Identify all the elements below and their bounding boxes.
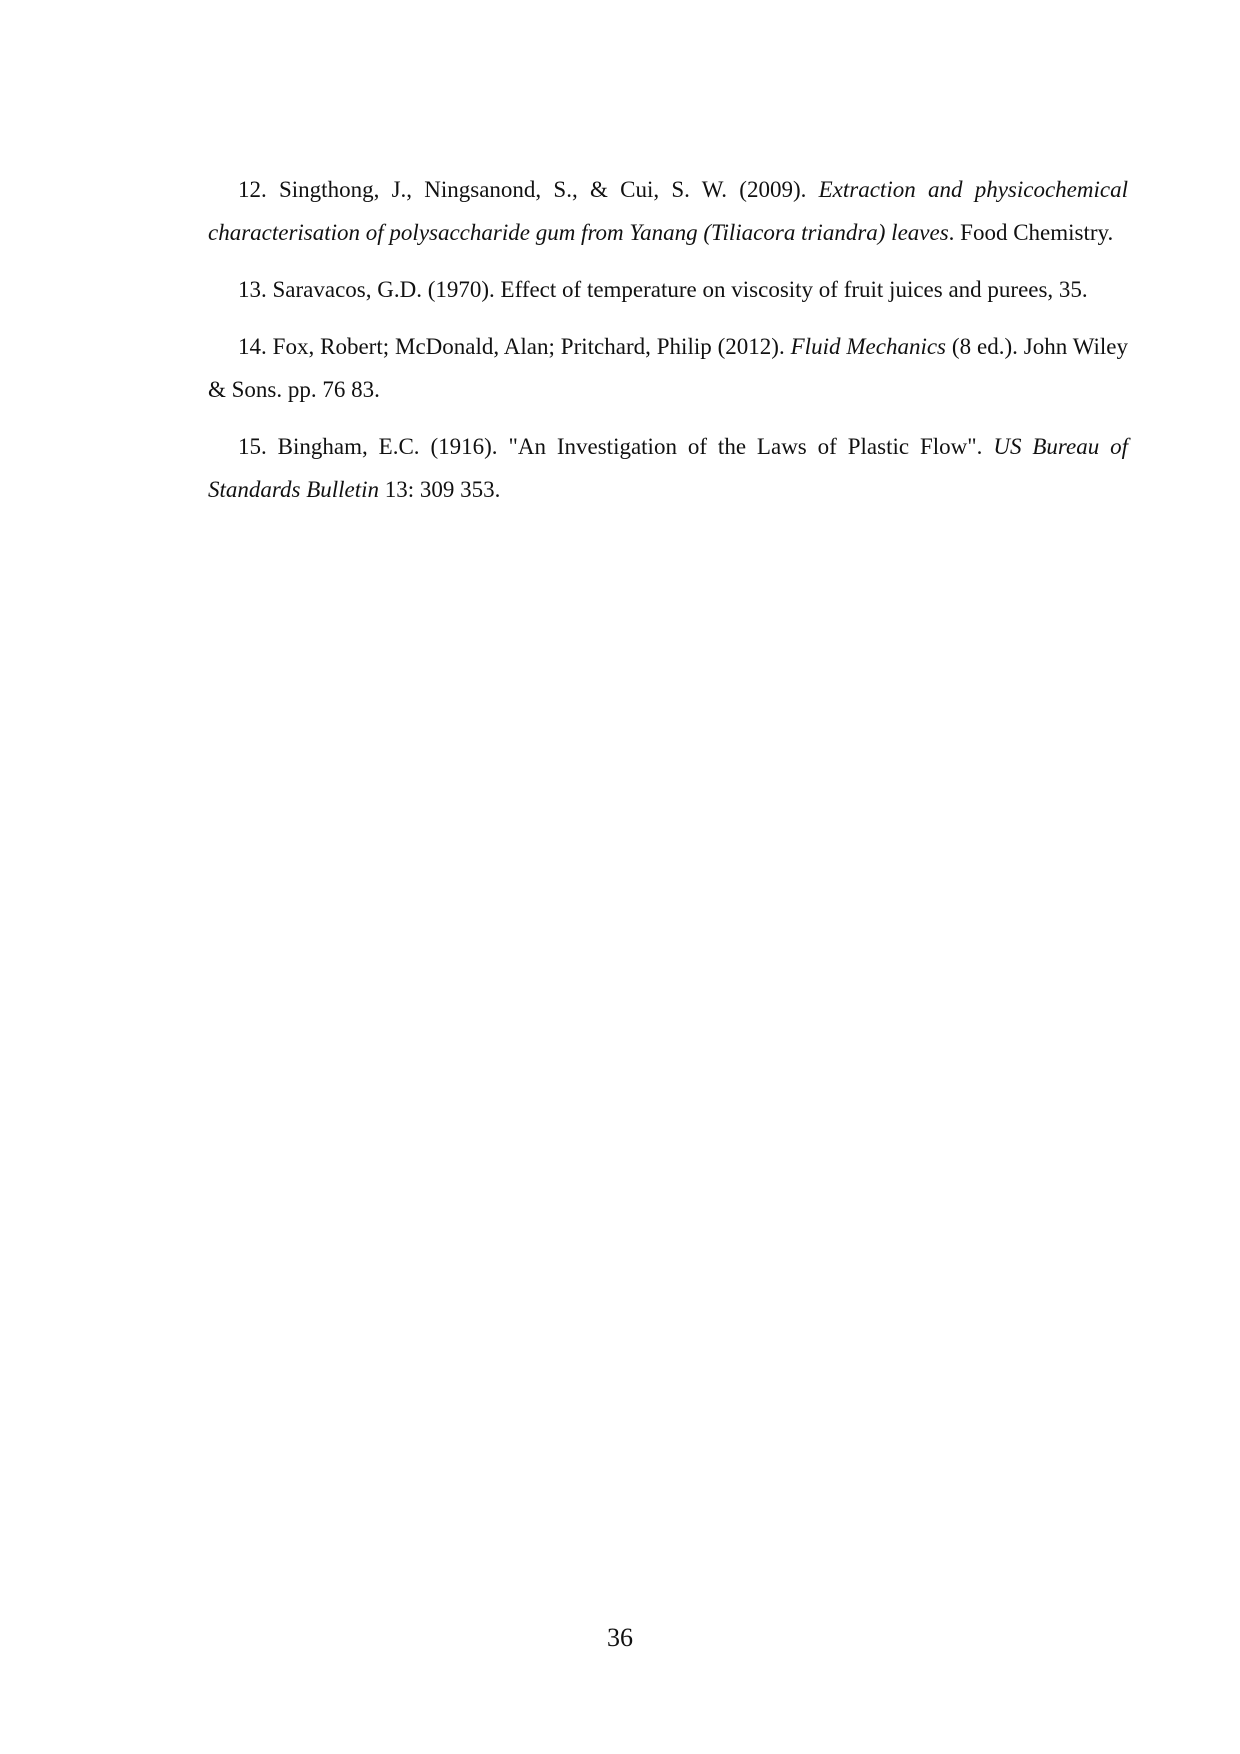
reference-journal: US Bureau of Standards Bulletin: [208, 434, 1129, 502]
reference-number: 12.: [238, 177, 267, 202]
reference-item-13: [208, 268, 1128, 311]
reference-number: 14.: [238, 334, 267, 359]
reference-number: 13.: [238, 277, 267, 302]
reference-text: Saravacos, G.D. (1970). Effect of temperature on viscosity of fruit juices and purees, 35.: [272, 277, 1088, 302]
reference-authors-year: Singthong, J., Ningsanond, S., & Cui, S. W. (2009).: [279, 177, 819, 202]
reference-list: [208, 168, 1128, 525]
reference-item-12: [208, 168, 1128, 254]
reference-title: Extraction and physicochemical characterisation of polysaccharide gum from Yanang (Tiliacora triandra) leaves: [208, 177, 1128, 245]
reference-source: . Food Chemistry.: [948, 220, 1114, 245]
reference-source: (8 ed.). John Wiley & Sons. pp. 76 83.: [208, 334, 1128, 402]
reference-number: 15.: [238, 434, 267, 459]
reference-item-14: [208, 325, 1128, 411]
reference-title: Fluid Mechanics: [790, 334, 946, 359]
reference-authors-year: Fox, Robert; McDonald, Alan; Pritchard, Philip (2012).: [272, 334, 791, 359]
reference-authors-year: Bingham, E.C. (1916). "An Investigation of the Laws of Plastic Flow".: [277, 434, 994, 459]
reference-source: 13: 309 353.: [379, 477, 501, 502]
page-number: 36: [607, 1623, 633, 1652]
reference-item-15: [208, 425, 1128, 511]
